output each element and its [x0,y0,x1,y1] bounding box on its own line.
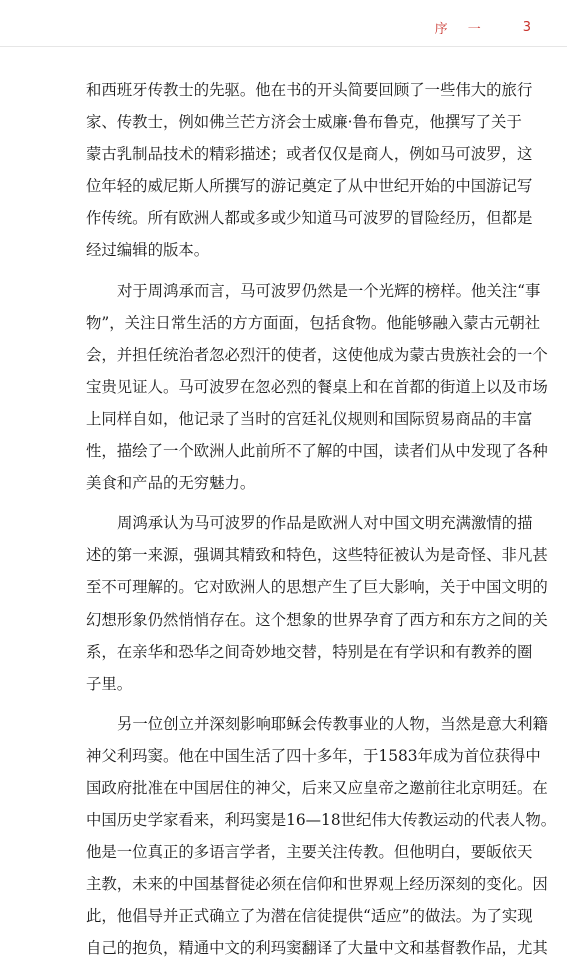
text-line: 述的第一来源，强调其精致和特色，这些特征被认为是奇怪、非凡甚 [86,546,548,565]
text-line: 家、传教士，例如佛兰芒方济会士威廉·鲁布鲁克，他撰写了关于 [86,113,522,132]
text-line: 至不可理解的。它对欧洲人的思想产生了巨大影响，关于中国文明的 [86,578,548,597]
paragraph-start-line: 周鸿承认为马可波罗的作品是欧洲人对中国文明充满激情的描 [117,514,533,533]
text-line: 上同样自如，他记录了当时的宫廷礼仪规则和国际贸易商品的丰富 [86,409,533,428]
text-line: 他是一位真正的多语言学者，主要关注传教。但他明白，要皈依天 [86,843,533,862]
text-line: 位年轻的威尼斯人所撰写的游记奠定了从中世纪开始的中国游记写 [86,177,533,196]
paragraph-start-line: 对于周鸿承而言，马可波罗仍然是一个光辉的榜样。他关注“事 [117,281,541,300]
text-line: 神父利玛窦。他在中国生活了四十多年，于1583年成为首位获得中 [86,746,541,765]
text-line: 蒙古乳制品技术的精彩描述；或者仅仅是商人，例如马可波罗，这 [86,145,533,164]
text-line: 和西班牙传教士的先驱。他在书的开头简要回顾了一些伟大的旅行 [86,81,533,99]
text-line: 自己的抱负，精通中文的利玛窦翻译了大量中文和基督教作品，尤其 [86,939,548,958]
text-line: 美食和产品的无穷魅力。 [86,474,256,493]
running-head-section: 序 一 [434,21,489,37]
page-number: 3 [522,19,531,35]
text-line: 中国历史学家看来，利玛窦是16—18世纪伟大传教运动的代表人物。 [86,811,557,830]
text-line: 经过编辑的版本。 [86,241,210,260]
text-line: 子里。 [86,674,133,693]
text-line: 作传统。所有欧洲人都或多或少知道马可波罗的冒险经历，但都是 [86,209,533,228]
text-line: 此，他倡导并正式确立了为潜在信徒提供“适应”的做法。为了实现 [86,907,533,926]
text-line: 主教，未来的中国基督徒必须在信仰和世界观上经历深刻的变化。因 [86,875,548,894]
text-line: 性，描绘了一个欧洲人此前所不了解的中国，读者们从中发现了各种 [86,442,548,461]
text-line: 宝贵见证人。马可波罗在忽必烈的餐桌上和在首都的街道上以及市场 [86,377,548,396]
paragraph-start-line: 另一位创立并深刻影响耶稣会传教事业的人物，当然是意大利籍 [117,714,548,733]
text-line: 物”，关注日常生活的方方面面，包括食物。他能够融入蒙古元朝社 [86,313,541,332]
running-head [435,16,531,38]
text-line: 幻想形象仍然悄悄存在。这个想象的世界孕育了西方和东方之间的关 [86,610,548,629]
text-line: 系，在亲华和恐华之间奇妙地交替，特别是在有学识和有教养的圈 [86,642,533,661]
text-line: 会，并担任统治者忽必烈汗的使者，这使他成为蒙古贵族社会的一个 [86,345,548,364]
header-divider [0,46,567,47]
body-text [86,74,557,965]
text-line: 国政府批准在中国居住的神父，后来又应皇帝之邀前往北京明廷。在 [86,778,548,797]
